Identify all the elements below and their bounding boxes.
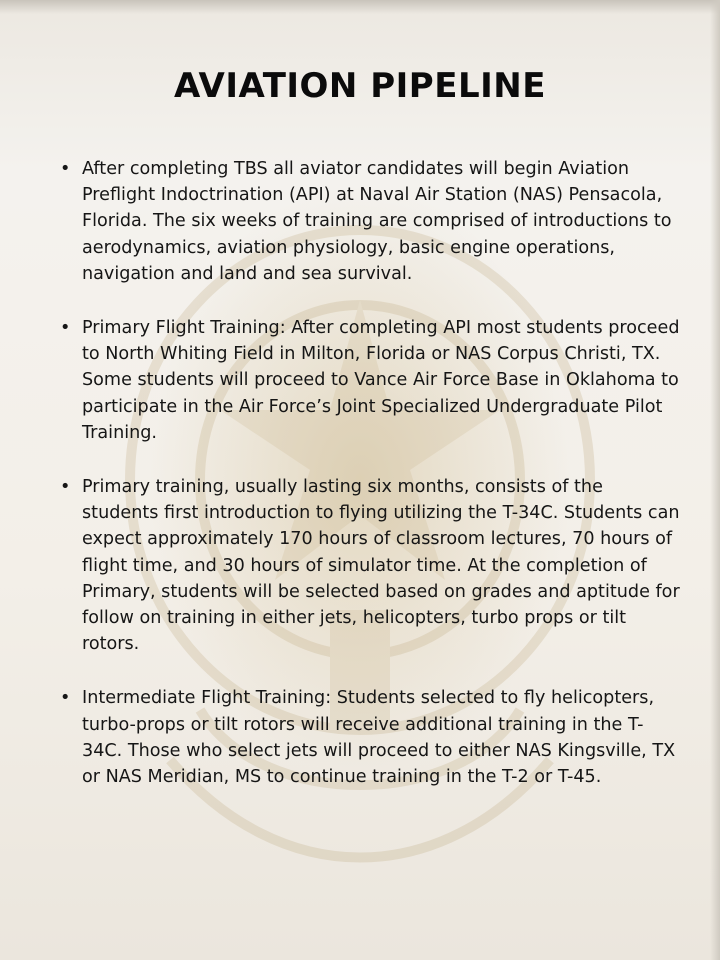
bullet-marker: • [60, 159, 71, 179]
bullet-list [0, 156, 720, 818]
bullet-item [0, 474, 720, 657]
bullet-marker: • [60, 318, 71, 339]
bullet-marker: • [60, 477, 71, 498]
page-title: AVIATION PIPELINE [174, 66, 546, 106]
bullet-item [0, 685, 720, 790]
bullet-item [0, 156, 720, 287]
bullet-text: Primary Flight Training: After completing API most students proceed to North Whiting Field in Milton, Florida or NAS Corpus Christi, TX. Some students will proceed to Vance Air Force Base in Oklahoma to participate in the Air Force’s Joint Specialized Undergraduate Pilot Training. [82, 318, 680, 443]
bullet-text: After completing TBS all aviator candidates will begin Aviation Preflight Indoctrination (API) at Naval Air Station (NAS) Pensacola, Florida. The six weeks of training are comprised of introductions to aerodynamics, aviation physiology, basic engine operations, navigation and land and sea survival. [82, 159, 672, 284]
bullet-item [0, 315, 720, 446]
bullet-text: Intermediate Flight Training: Students selected to fly helicopters, turbo-props or tilt rotors will receive additional training in the T-34C. Those who select jets will proceed to either NAS Kingsville, TX or NAS Meridian, MS to continue training in the T-2 or T-45. [82, 688, 676, 788]
top-border [0, 0, 720, 14]
bullet-marker: • [60, 688, 71, 709]
bullet-text: Primary training, usually lasting six months, consists of the students first introduction to flying utilizing the T-34C. Students can expect approximately 170 hours of classroom lectures, 70 hours of flight time, and 30 hours of simulator time. At the completion of Primary, students will be selected based on grades and aptitude for follow on training in either jets, helicopters, turbo props or tilt rotors. [82, 477, 680, 655]
